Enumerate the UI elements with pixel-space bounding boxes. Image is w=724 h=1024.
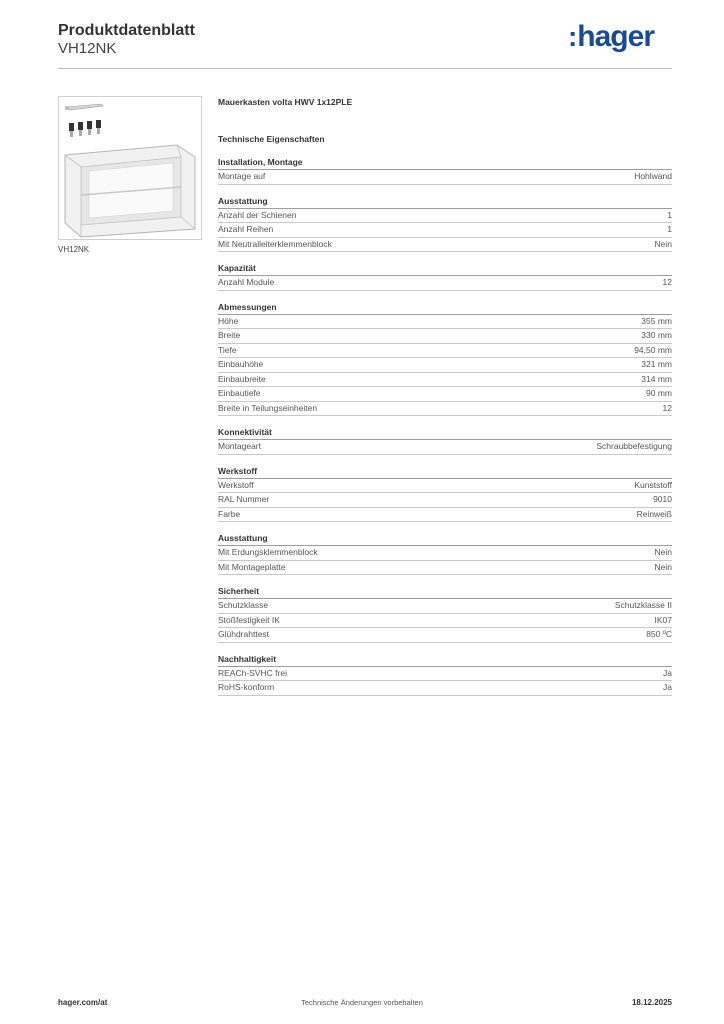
property-row [218,681,672,696]
property-value: 330 mm [641,330,672,340]
property-label: Stoßfestigkeit IK [218,614,280,625]
document-title: Produktdatenblatt [58,22,195,39]
property-value: 1 [667,209,672,220]
property-value: Schraubbefestigung [596,441,672,451]
section-title: Installation, Montage [218,156,672,170]
property-row [218,358,672,373]
property-value: IK07 [654,614,672,625]
property-value: 12 [662,277,672,287]
property-section [218,532,672,575]
property-value: 1 [667,224,672,234]
property-row [218,402,672,417]
property-row [218,508,672,523]
section-title: Abmessungen [218,301,672,315]
property-row [218,315,672,330]
property-label: Farbe [218,508,241,519]
section-title: Sicherheit [218,585,672,599]
property-label: Anzahl der Schienen [218,209,297,220]
section-title: Kapazität [218,262,672,276]
hager-logo [568,20,654,54]
property-row [218,440,672,455]
property-row [218,628,672,643]
property-row [218,209,672,224]
property-value: 314 mm [641,373,672,384]
product-image [58,96,202,240]
property-value: Schutzklasse II [614,600,672,610]
property-section [218,585,672,643]
property-section [218,653,672,696]
property-row [218,546,672,561]
property-label: Höhe [218,315,239,326]
property-label: Werkstoff [218,479,254,490]
product-name: Mauerkasten volta HWV 1x12PLE [218,97,353,107]
property-label: Einbautiefe [218,388,261,398]
property-section [218,156,672,185]
header-divider [58,68,672,69]
property-section [218,465,672,523]
section-heading: Technische Eigenschaften [218,134,325,144]
section-title: Ausstattung [218,532,672,546]
property-row [218,170,672,185]
property-row [218,329,672,344]
property-label: Anzahl Reihen [218,224,274,234]
section-title: Werkstoff [218,465,672,479]
property-row [218,614,672,629]
property-label: Einbauhöhe [218,359,264,369]
property-label: Mit Neutralleiterklemmenblock [218,238,332,249]
logo-dots-icon: : [567,21,577,52]
section-title: Konnektivität [218,426,672,440]
property-value: Kunststoff [634,479,672,490]
property-label: Anzahl Module [218,277,275,287]
property-value: Ja [663,682,672,692]
page-header [58,22,672,68]
property-value: 355 mm [641,315,672,326]
property-row [218,387,672,402]
product-illustration-icon [59,97,201,239]
property-label: Schutzklasse [218,600,269,610]
property-label: Glühdrahttest [218,629,270,639]
section-title: Nachhaltigkeit [218,653,672,667]
property-label: Breite in Teilungseinheiten [218,402,318,413]
property-value: Ja [663,667,672,678]
footer-website: hager.com/at [58,998,108,1007]
image-caption: VH12NK [58,245,90,254]
property-label: RoHS-konform [218,682,275,692]
property-row [218,238,672,253]
property-label: REACh-SVHC frei [218,667,287,678]
footer-date: 18.12.2025 [631,998,672,1007]
property-label: Einbaubreite [218,373,266,384]
property-row [218,493,672,508]
property-value: Hohlwand [634,171,672,181]
property-row [218,276,672,291]
content-column [218,95,672,696]
property-value: Nein [654,238,672,249]
property-section [218,195,672,253]
property-row [218,479,672,494]
property-section [218,301,672,417]
section-title: Ausstattung [218,195,672,209]
property-label: Montage auf [218,171,266,181]
property-section [218,262,672,291]
property-value: Nein [654,547,672,557]
product-code: VH12NK [58,40,117,57]
property-value: 94,50 mm [634,344,672,355]
property-section [218,426,672,455]
property-label: Tiefe [218,344,237,355]
property-row [218,344,672,359]
property-value: Reinweiß [636,508,672,519]
property-value: 321 mm [641,359,672,369]
footer-notice: Technische Änderungen vorbehalten [301,998,423,1007]
property-row [218,223,672,238]
property-row [218,599,672,614]
property-row [218,561,672,576]
property-label: Montageart [218,441,261,451]
property-value: 9010 [653,494,672,504]
logo-text: hager [577,20,654,53]
property-row [218,667,672,682]
property-value: Nein [654,561,672,572]
property-value: 12 [662,402,672,413]
property-value: 90 mm [646,388,672,398]
property-label: Breite [218,330,241,340]
properties-table [218,156,672,696]
property-value: 850 ºC [646,629,672,639]
property-label: Mit Montageplatte [218,561,286,572]
property-row [218,373,672,388]
property-label: Mit Erdungsklemmenblock [218,547,318,557]
property-label: RAL Nummer [218,494,270,504]
